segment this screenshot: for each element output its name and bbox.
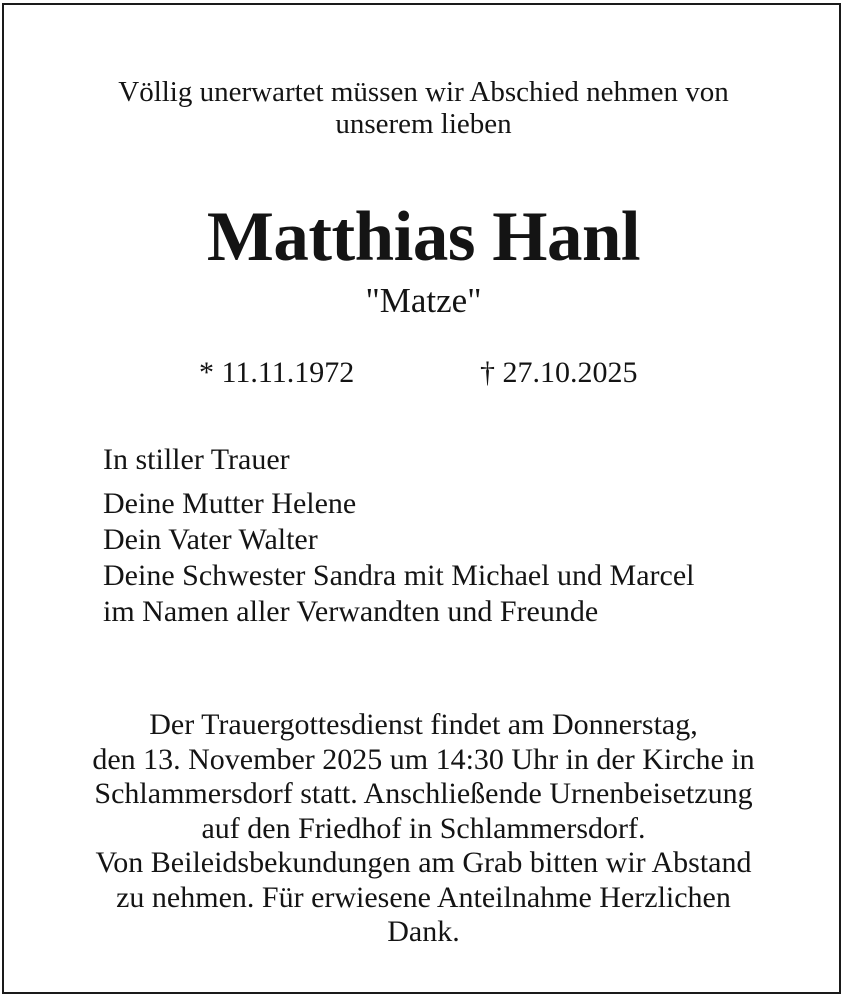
mourning-heading: In stiller Trauer — [103, 443, 290, 476]
service-line: Schlammersdorf statt. Anschließende Urnenbeisetzung — [94, 777, 753, 810]
intro-line: unserem lieben — [335, 108, 512, 140]
intro-line: Völlig unerwartet müssen wir Abschied nehmen von — [118, 76, 729, 108]
birth-date: * 11.11.1972 — [199, 356, 355, 389]
deceased-nickname: "Matze" — [365, 281, 482, 320]
service-info — [0, 708, 847, 950]
mourner-line: im Namen aller Verwandten und Freunde — [103, 595, 599, 628]
mourner-line: Deine Mutter Helene — [103, 487, 357, 520]
service-line: Von Beileidsbekundungen am Grab bitten wir Abstand — [95, 846, 752, 879]
mourner-line: Deine Schwester Sandra mit Michael und Marcel — [103, 559, 695, 592]
service-line: den 13. November 2025 um 14:30 Uhr in der Kirche in — [92, 742, 755, 776]
service-line: auf den Friedhof in Schlammersdorf. — [201, 811, 646, 845]
mourner-line: Dein Vater Walter — [103, 523, 318, 556]
intro-text — [0, 76, 847, 140]
service-line: Dank. — [387, 915, 460, 948]
deceased-name: Matthias Hanl — [206, 198, 641, 276]
service-line: Der Trauergottesdienst findet am Donnerstag, — [149, 708, 698, 741]
mourners-block — [103, 442, 694, 630]
death-date: † 27.10.2025 — [480, 356, 638, 389]
service-line: zu nehmen. Für erwiesene Anteilnahme Herzlichen — [116, 880, 731, 914]
